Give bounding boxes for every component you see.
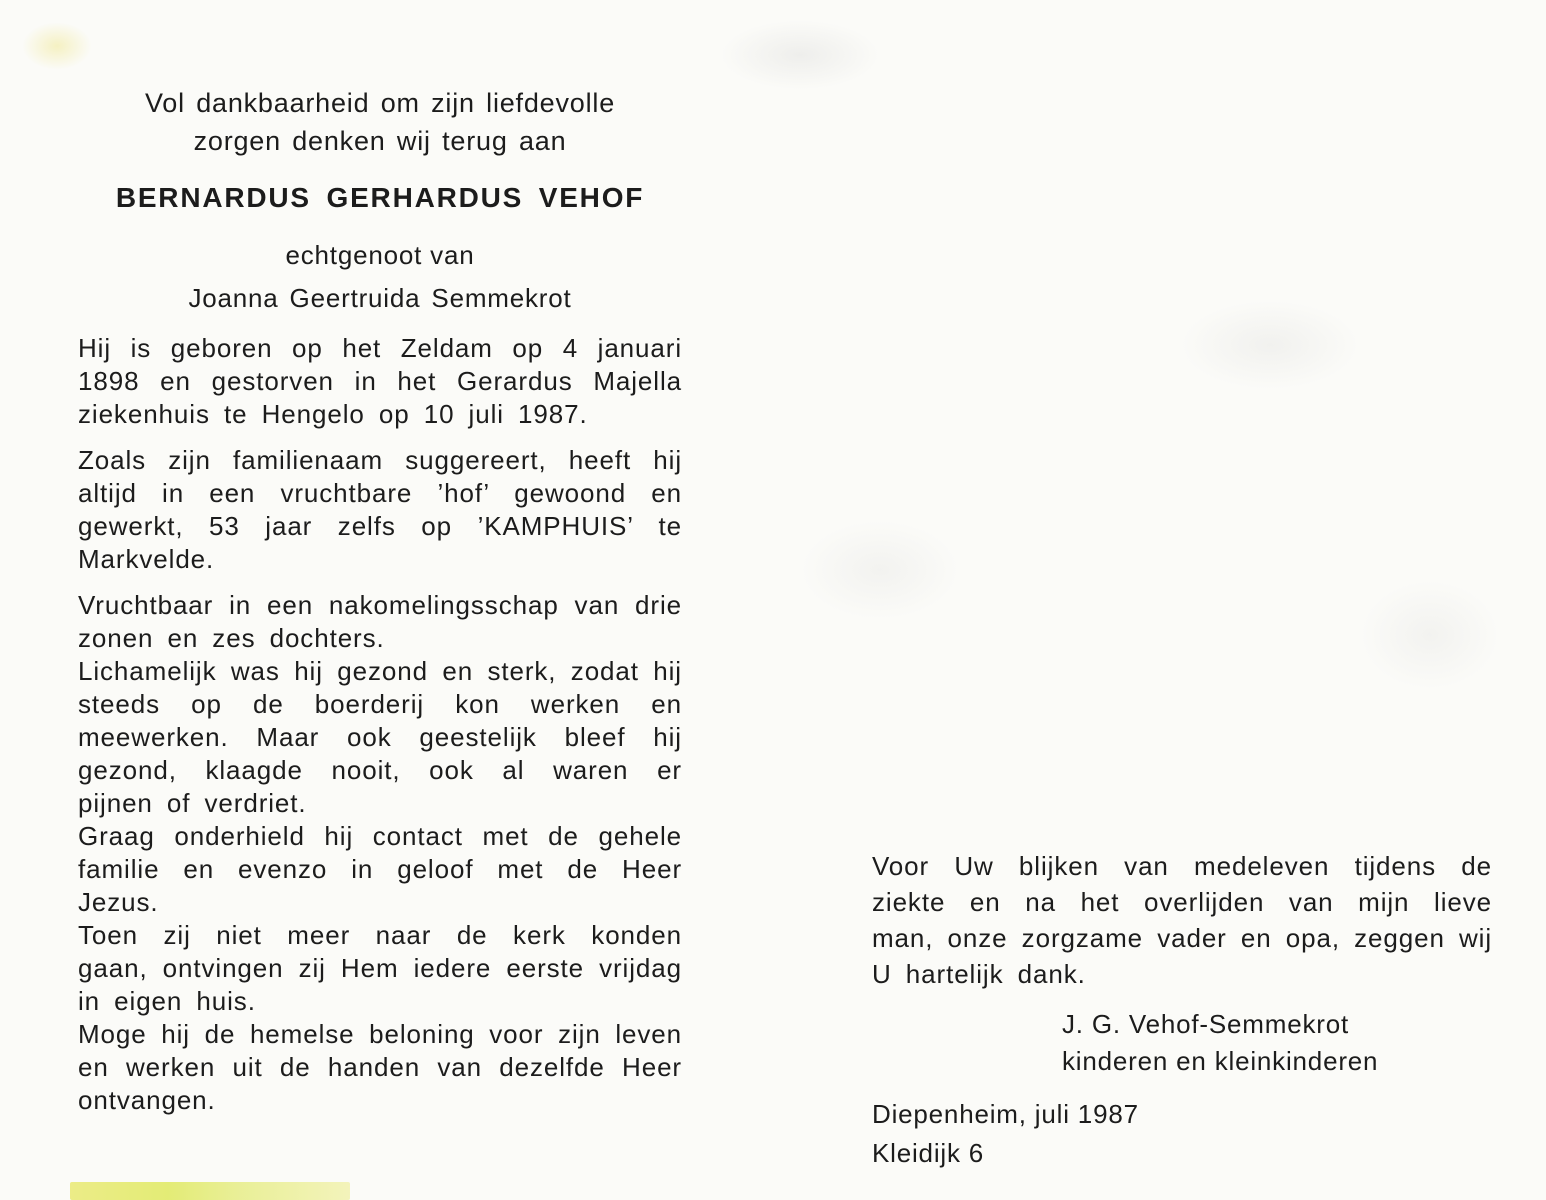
footer-block xyxy=(872,1095,1492,1173)
memorial-paragraph: Graag onderhield hij contact met de gehele familie en evenzo in geloof met de Heer Jezus. xyxy=(78,821,682,917)
memorial-body xyxy=(78,332,682,1117)
intro-line-1: Vol dankbaarheid om zijn liefdevolle xyxy=(144,88,616,118)
acknowledgement-text: Voor Uw blijken van medeleven tijdens de ziekte en na het overlijden van mijn lieve man, onze zorgzame vader en opa, zeggen wij U hartelijk dank. xyxy=(872,851,1492,989)
scan-artifact-smudge xyxy=(800,520,960,620)
signature-name: J. G. Vehof-Semmekrot xyxy=(1062,1009,1350,1039)
address: Kleidijk 6 xyxy=(872,1138,985,1168)
place-date: Diepenheim, juli 1987 xyxy=(872,1099,1139,1129)
memorial-paragraph: Vruchtbaar in een nakomelingsschap van drie zonen en zes dochters. xyxy=(78,590,682,653)
signature-block xyxy=(1062,1006,1492,1080)
deceased-name: BERNARDUS GERHARDUS VEHOF xyxy=(115,182,645,213)
scan-artifact-smudge xyxy=(1360,580,1500,690)
scan-artifact-smudge xyxy=(1180,300,1360,390)
memorial-paragraph: Toen zij niet meer naar de kerk konden gaan, ontvingen zij Hem iedere eerste vrijdag in eigen huis. xyxy=(78,920,682,1016)
memorial-paragraph: Hij is geboren op het Zeldam op 4 januari 1898 en gestorven in het Gerardus Majella ziekenhuis te Hengelo op 10 juli 1987. xyxy=(78,333,682,429)
scan-artifact-yellow-strip xyxy=(70,1182,350,1200)
intro-line-2: zorgen denken wij terug aan xyxy=(193,126,567,156)
scan-artifact-smudge xyxy=(720,20,880,90)
memorial-paragraph: Lichamelijk was hij gezond en sterk, zodat hij steeds op de boerderij kon werken en meewerken. Maar ook geestelijk bleef hij gezond, klaagde nooit, ook al waren er pijnen of verdriet. xyxy=(78,656,682,818)
acknowledgement-column xyxy=(872,848,1492,1173)
spouse-label: echtgenoot van xyxy=(285,240,475,270)
spouse-name: Joanna Geertruida Semmekrot xyxy=(188,283,572,313)
memorial-paragraph: Moge hij de hemelse beloning voor zijn leven en werken uit de handen van dezelfde Heer ontvangen. xyxy=(78,1019,682,1115)
signature-subline: kinderen en kleinkinderen xyxy=(1062,1046,1379,1076)
memorial-paragraph: Zoals zijn familienaam suggereert, heeft hij altijd in een vruchtbare ’hof’ gewoond en gewerkt, 53 jaar zelfs op ’KAMPHUIS’ te Markvelde. xyxy=(78,445,682,574)
scan-artifact-yellow-corner xyxy=(22,22,92,70)
memorial-column xyxy=(78,84,682,1117)
